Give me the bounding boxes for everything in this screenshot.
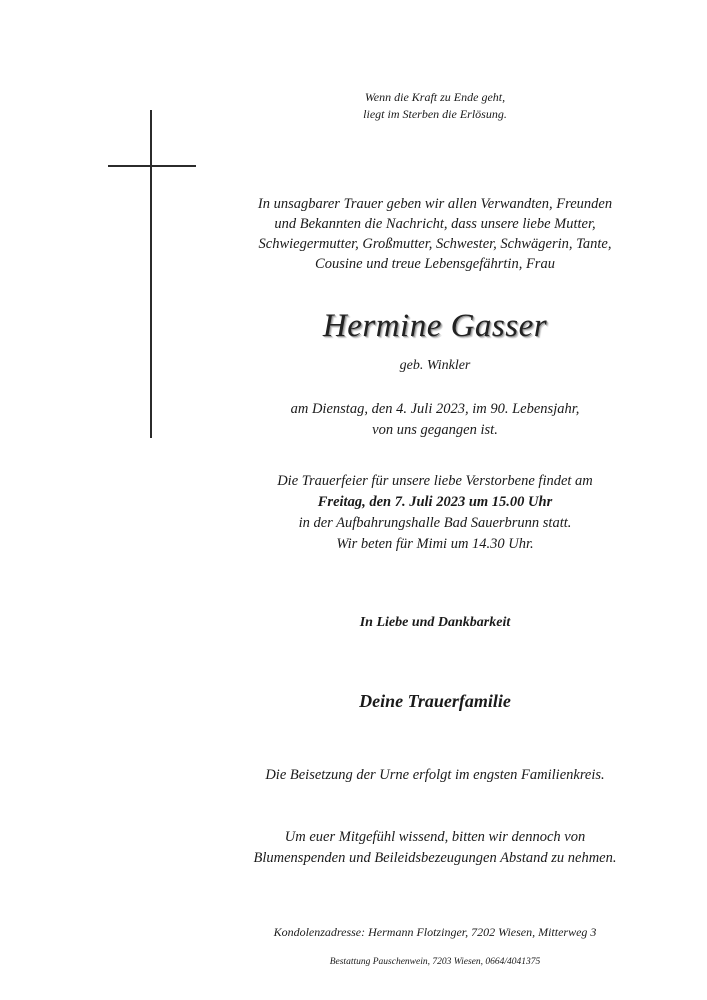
death-line: am Dienstag, den 4. Juli 2023, im 90. Lebensjahr, [290,401,580,417]
motto-line: Wenn die Kraft zu Ende geht, [364,90,506,104]
donation-line: Um euer Mitgefühl wissend, bitten wir dennoch von [284,829,586,845]
intro-line: und Bekannten die Nachricht, dass unsere liebe Mutter, [274,216,596,232]
funeral-details [200,471,670,555]
urn-note: Die Beisetzung der Urne erfolgt im engsten Familienkreis. [265,767,605,783]
undertaker-info: Bestattung Pauschenwein, 7203 Wiesen, 0664/4041375 [329,957,541,967]
funeral-location: in der Aufbahrungshalle Bad Sauerbrunn statt. [298,515,572,531]
cross-vertical-bar [150,110,152,438]
deceased-name: Hermine Gasser [322,308,548,344]
cross-horizontal-bar [108,165,196,167]
funeral-line: Die Trauerfeier für unsere liebe Verstorbene findet am [277,473,593,489]
intro-line: In unsagbarer Trauer geben wir allen Verwandten, Freunden [257,196,613,212]
death-notice [200,399,670,441]
donation-request [200,827,670,869]
intro-line: Cousine und treue Lebensgefährtin, Frau [315,256,555,272]
closing-love: In Liebe und Dankbarkeit [359,615,511,630]
motto-verse [200,89,670,123]
prayer-time: Wir beten für Mimi um 14.30 Uhr. [336,536,534,552]
donation-line: Blumenspenden und Beileidsbezeugungen Abstand zu nehmen. [253,850,617,866]
motto-line: liegt im Sterben die Erlösung. [363,107,507,121]
condolence-address: Kondolenzadresse: Hermann Flotzinger, 7202 Wiesen, Mitterweg 3 [273,925,597,939]
death-line: von uns gegangen ist. [372,422,498,438]
intro-line: Schwiegermutter, Großmutter, Schwester, Schwägerin, Tante, [258,236,612,252]
announcement-intro [200,194,670,274]
maiden-name: geb. Winkler [399,358,471,373]
closing-family: Deine Trauerfamilie [359,691,511,711]
funeral-date: Freitag, den 7. Juli 2023 um 15.00 Uhr [317,494,553,510]
